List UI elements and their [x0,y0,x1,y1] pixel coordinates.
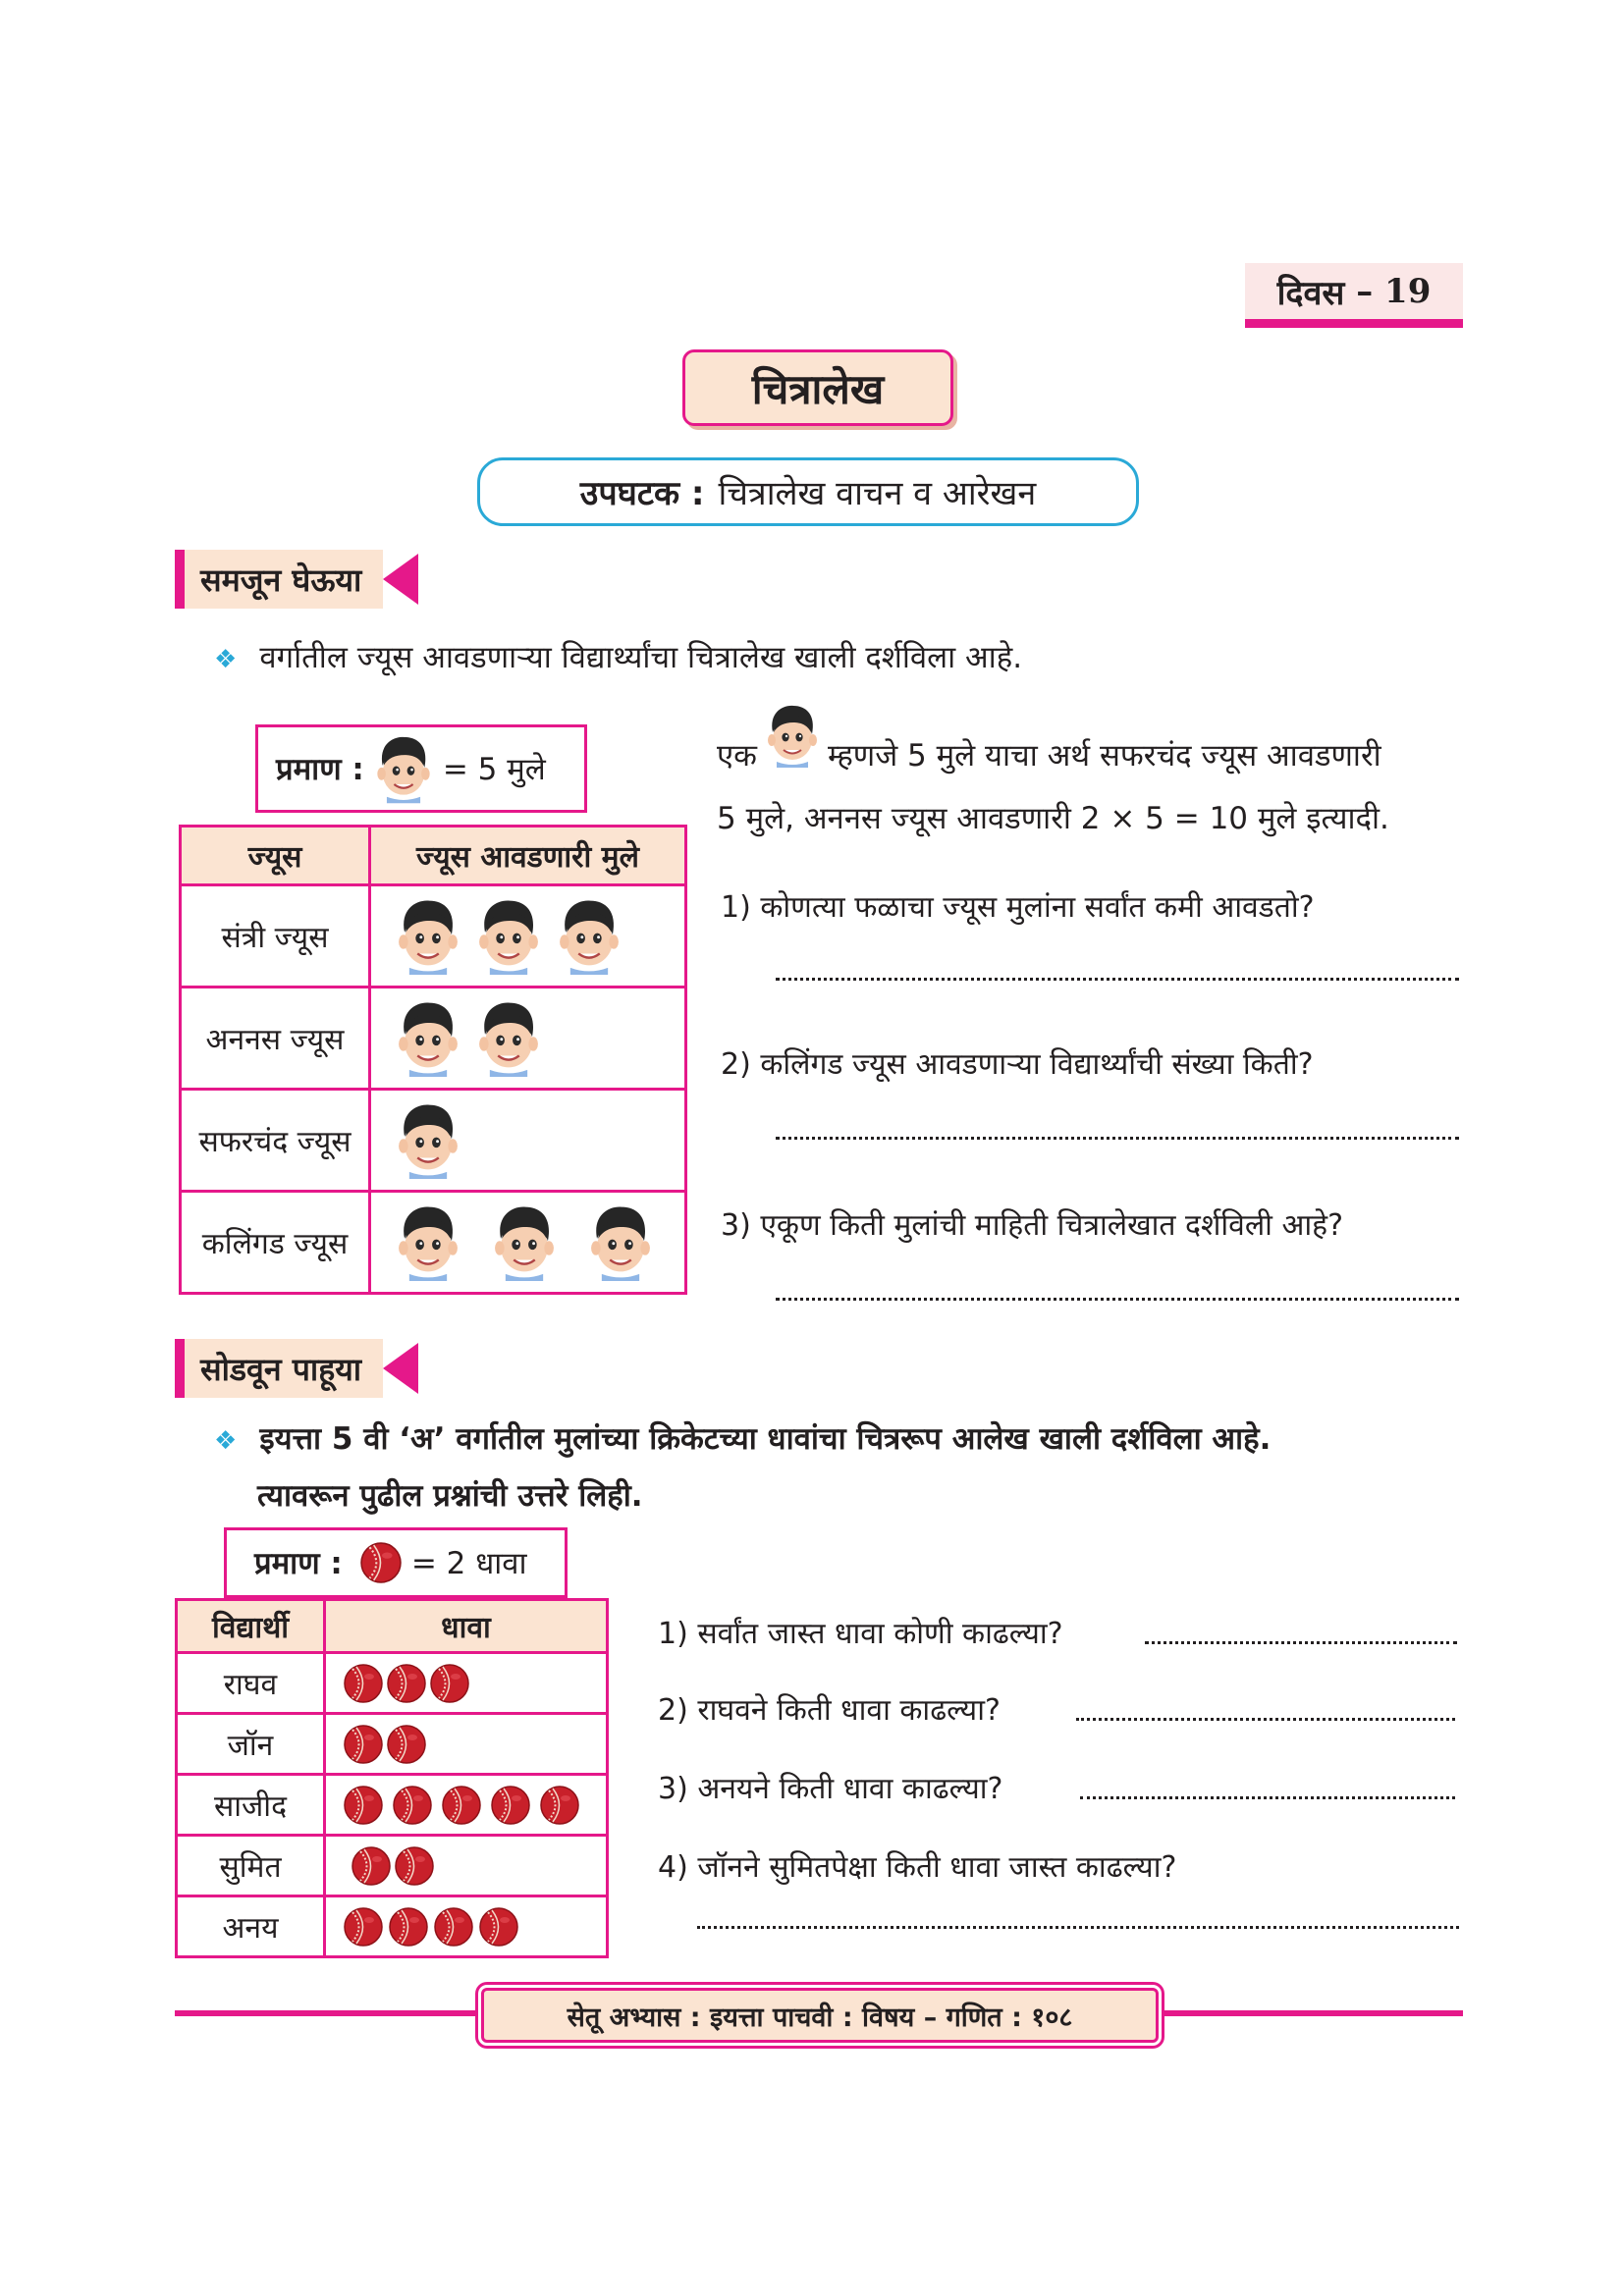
cricket-ball-icon [393,1786,432,1825]
student-name: अनय [177,1896,325,1957]
triangle-marker-icon [383,554,418,605]
boy-face-icon [393,1203,463,1281]
explain-line-1: म्हणजे 5 मुले याचा अर्थ सफरचंद ज्यूस आवडणारी [827,738,1381,774]
diamond-bullet-icon: ❖ [214,645,238,674]
icon-cell [326,1907,606,1947]
scale-box-runs [224,1527,568,1598]
juice-pictograph-table [179,825,687,1295]
run-question-4: 4) जॉनने सुमितपेक्षा किती धावा जास्त काढल्या? [658,1850,1177,1885]
answer-line[interactable] [1145,1641,1457,1644]
boy-face-icon [763,701,822,770]
section-heading-understand [175,550,383,609]
subtopic-text: चित्रालेख वाचन व आरेखन [718,474,1037,513]
boy-face-icon [554,897,624,975]
icon-cell [371,999,684,1077]
student-name: साजीद [177,1775,325,1836]
page-title: चित्रालेख [682,349,953,426]
boy-face-icon [393,1101,463,1179]
section-heading-text: सोडवून पाहूया [200,1350,362,1388]
cricket-ball-icon [442,1786,481,1825]
scale-value: = 2 धावा [410,1546,527,1581]
runs-pictograph-table [175,1598,609,1958]
table-header: धावा [325,1600,608,1653]
answer-line[interactable] [1080,1796,1455,1799]
cricket-ball-icon [395,1846,434,1886]
table-row [181,988,686,1090]
intro-text-2: त्यावरून पुढील प्रश्नांची उत्तरे लिही. [257,1478,643,1514]
scale-box-juice [255,724,587,813]
icon-cell [326,1664,606,1703]
cricket-ball-icon [387,1725,426,1764]
day-number: 19 [1384,271,1432,311]
boy-face-icon [489,1203,560,1281]
intro-line [214,1417,1271,1459]
answer-line[interactable] [1076,1718,1455,1721]
table-row [177,1775,608,1836]
cricket-ball-icon [389,1907,428,1947]
table-row [177,1714,608,1775]
icon-cell [326,1725,606,1764]
boy-face-icon [473,897,544,975]
student-name: सुमित [177,1836,325,1896]
boy-face-icon [473,999,544,1077]
diamond-bullet-icon: ❖ [214,1426,238,1456]
table-row [181,885,686,988]
juice-name: सफरचंद ज्यूस [181,1090,370,1192]
student-name: जॉन [177,1714,325,1775]
run-question-3: 3) अनयने किती धावा काढल्या? [658,1772,1003,1806]
scale-value: = 5 मुले [442,752,546,787]
explanation-line-2: 5 मुले, अननस ज्यूस आवडणारी 2 × 5 = 10 मुले इत्यादी. [717,801,1389,836]
cricket-ball-icon [491,1786,530,1825]
answer-line[interactable] [776,1298,1459,1301]
intro-text-1: इयत्ता 5 वी ‘अ’ वर्गातील मुलांच्या क्रिकेटच्या धावांचा चित्ररूप आलेख खाली दर्शविला आहे. [259,1421,1272,1457]
icon-cell [326,1846,606,1886]
run-question-2: 2) राघवने किती धावा काढल्या? [658,1693,1001,1728]
juice-name: कलिंगड ज्यूस [181,1192,370,1294]
table-row [181,1090,686,1192]
icon-cell [326,1786,606,1825]
answer-line[interactable] [697,1926,1459,1929]
subtopic-label: उपघटक : [579,474,705,513]
answer-line[interactable] [776,1137,1459,1140]
cricket-ball-icon [352,1846,391,1886]
boy-face-icon [585,1203,656,1281]
boy-face-icon [393,897,463,975]
footer-label: सेतू अभ्यास : इयत्ता पाचवी : विषय – गणित : १०८ [481,1988,1159,2043]
table-header: विद्यार्थी [177,1600,325,1653]
table-row [177,1653,608,1714]
subtopic [477,457,1139,526]
explanation-line-1 [717,734,1381,775]
section-heading-text: समजून घेऊया [200,561,362,599]
answer-line[interactable] [776,978,1459,981]
cricket-ball-icon [540,1786,579,1825]
intro-text: वर्गातील ज्यूस आवडणाऱ्या विद्यार्थ्यांचा चित्रालेख खाली दर्शविला आहे. [259,640,1023,675]
table-header: ज्यूस आवडणारी मुले [370,827,686,885]
boy-face-icon [372,733,435,804]
table-row [177,1896,608,1957]
table-header: ज्यूस [181,827,370,885]
cricket-ball-icon [479,1907,518,1947]
juice-name: अननस ज्यूस [181,988,370,1090]
boy-face-icon [393,999,463,1077]
question-3: 3) एकूण किती मुलांची माहिती चित्रालेखात दर्शविली आहे? [721,1208,1343,1243]
icon-cell [371,1203,684,1281]
day-dash: – [1356,271,1374,311]
table-row [177,1836,608,1896]
juice-name: संत्री ज्यूस [181,885,370,988]
cricket-ball-icon [430,1664,469,1703]
scale-label: प्रमाण : [276,752,364,787]
cricket-ball-icon [344,1664,383,1703]
cricket-ball-icon [344,1786,383,1825]
triangle-marker-icon [383,1343,418,1394]
icon-cell [371,897,684,975]
intro-line [214,636,1022,677]
run-question-1: 1) सर्वांत जास्त धावा कोणी काढल्या? [658,1617,1063,1651]
section-heading-try [175,1339,383,1398]
student-name: राघव [177,1653,325,1714]
explain-prefix: एक [717,738,757,774]
day-label: दिवस [1276,273,1345,313]
question-1: 1) कोणत्या फळाचा ज्यूस मुलांना सर्वांत कमी आवडतो? [721,890,1315,925]
scale-label: प्रमाण : [254,1546,343,1581]
icon-cell [371,1101,684,1179]
table-row [181,1192,686,1294]
cricket-ball-icon [387,1664,426,1703]
question-2: 2) कलिंगड ज्यूस आवडणाऱ्या विद्यार्थ्यांची संख्या किती? [721,1047,1314,1082]
cricket-ball-icon [344,1907,383,1947]
cricket-ball-icon [360,1542,402,1583]
cricket-ball-icon [434,1907,473,1947]
cricket-ball-icon [344,1725,383,1764]
day-tag [1245,263,1463,328]
